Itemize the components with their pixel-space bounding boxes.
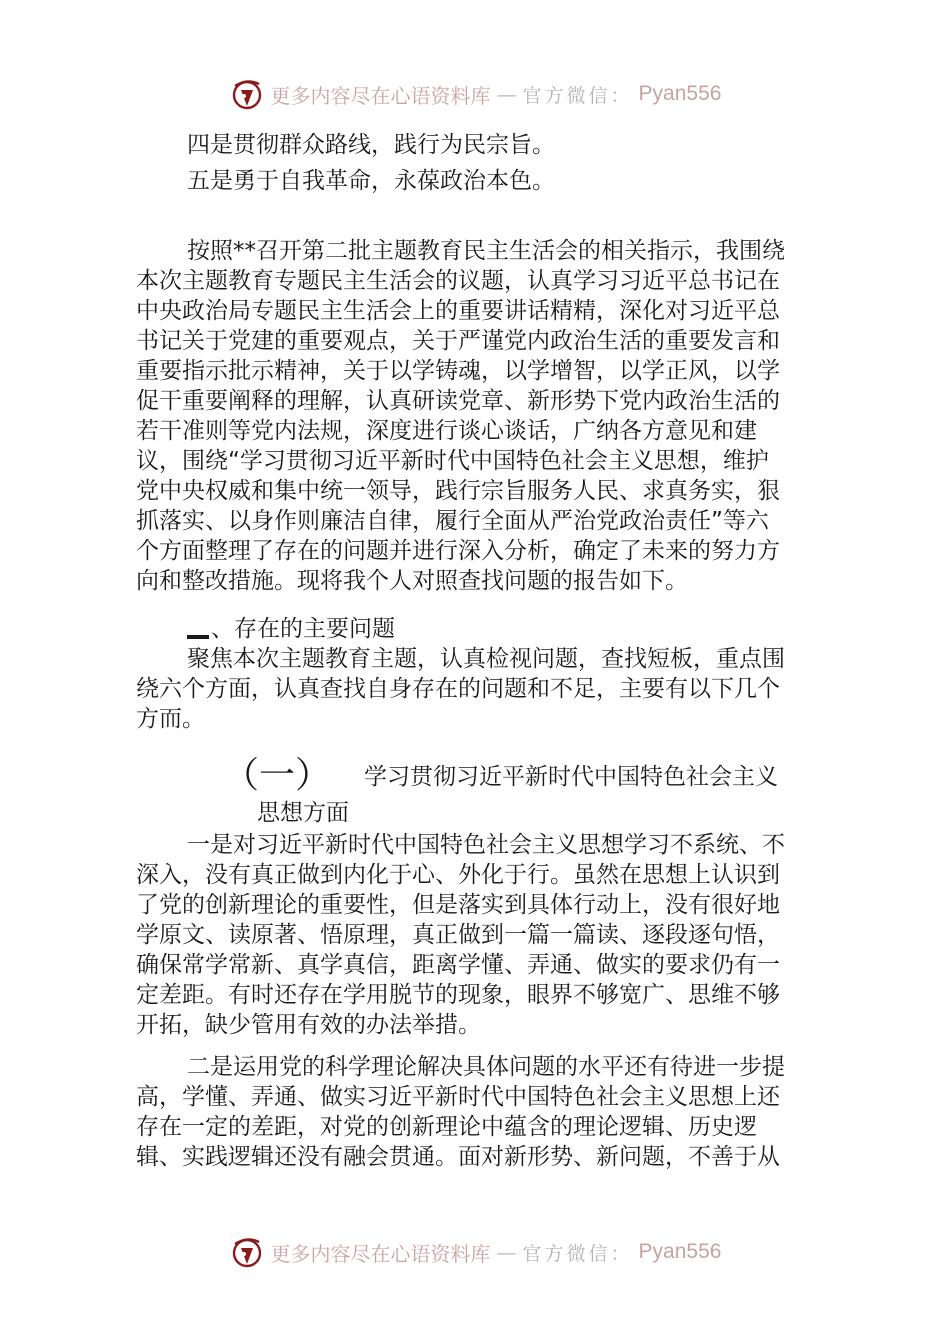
footer-promo-text: 更多内容尽在心语资料库 <box>270 1241 491 1266</box>
intro-item-4: 四是贯彻群众路线，践行为民宗旨。 <box>187 132 555 158</box>
paragraph-line: 促干重要阐释的理解，认真研读党章、新形势下党内政治生活的 <box>136 388 780 414</box>
footer-wechat-id: Pyan556 <box>638 1240 722 1263</box>
footer-banner <box>0 1228 950 1276</box>
paragraph-line: 开拓，缺少管用有效的办法举措。 <box>136 1012 481 1038</box>
paragraph-line: 存在一定的差距，对党的创新理论中蕴含的理论逻辑、历史逻 <box>136 1114 757 1140</box>
subsection-heading <box>136 755 826 830</box>
section-number <box>187 621 209 639</box>
paragraph-line: 深入，没有真正做到内化于心、外化于行。虽然在思想上认识到 <box>136 862 780 888</box>
header-wechat-label: 官方微信： <box>522 84 633 107</box>
header-banner <box>0 70 950 118</box>
subsection-number: （一） <box>223 755 332 796</box>
header-promo-text: 更多内容尽在心语资料库 <box>270 83 491 108</box>
paragraph-line: 本次主题教育专题民主生活会的议题，认真学习习近平总书记在 <box>136 268 780 294</box>
paragraph-line: 确保常学常新、真学真信，距离学懂、弄通、做实的要求仍有一 <box>136 952 780 978</box>
footer-wechat-label: 官方微信： <box>522 1242 633 1265</box>
paragraph-line: 学原文、读原著、悟原理，真正做到一篇一篇读、逐段逐句悟， <box>136 922 780 948</box>
paragraph-line: 向和整改措施。现将我个人对照查找问题的报告如下。 <box>136 568 688 594</box>
paragraph-line: 绕六个方面，认真查找自身存在的问题和不足，主要有以下几个 <box>136 676 780 702</box>
paragraph-line: 了党的创新理论的重要性，但是落实到具体行动上，没有很好地 <box>136 892 780 918</box>
paragraph-line: 若干准则等党内法规，深度进行谈心谈话，广纳各方意见和建 <box>136 418 757 444</box>
paragraph-line: 高，学懂、弄通、做实习近平新时代中国特色社会主义思想上还 <box>136 1084 780 1110</box>
header-dash: — <box>496 82 517 106</box>
section-intro <box>136 644 826 734</box>
footer-dash: — <box>496 1240 517 1264</box>
point-one <box>136 830 826 1040</box>
subsection-title-line1: 学习贯彻习近平新时代中国特色社会主义 <box>364 764 778 790</box>
paragraph-line: 重要指示批示精神，关于以学铸魂，以学增智，以学正风，以学 <box>136 358 780 384</box>
header-wechat-id: Pyan556 <box>638 82 722 105</box>
opening-paragraph <box>136 236 826 596</box>
subsection-title-line2: 思想方面 <box>257 800 349 826</box>
paragraph-line: 党中央权威和集中统一领导，践行宗旨服务人民、求真务实，狠 <box>136 478 780 504</box>
paragraph-line: 辑、实践逻辑还没有融会贯通。面对新形势、新问题，不善于从 <box>136 1144 780 1170</box>
paragraph-line: 议，围绕“学习贯彻习近平新时代中国特色社会主义思想，维护 <box>136 448 769 474</box>
paragraph-line: 按照**召开第二批主题教育民主生活会的相关指示，我围绕 <box>187 238 785 264</box>
paragraph-line: 定差距。有时还存在学用脱节的现象，眼界不够宽广、思维不够 <box>136 982 780 1008</box>
paragraph-line: 书记关于党建的重要观点，关于严谨党内政治生活的重要发言和 <box>136 328 780 354</box>
paragraph-line: 一是对习近平新时代中国特色社会主义思想学习不系统、不 <box>187 832 785 858</box>
paragraph-line: 方而。 <box>136 706 205 732</box>
paragraph-line: 抓落实、以身作则廉洁自律，履行全面从严治党政治责任”等六 <box>136 508 769 534</box>
paragraph-line: 二是运用党的科学理论解决具体问题的水平还有待进一步提 <box>187 1054 785 1080</box>
logo-icon <box>229 1234 265 1270</box>
section-heading-problems <box>136 614 826 644</box>
logo-icon <box>229 76 265 112</box>
point-two <box>136 1052 826 1172</box>
paragraph-line: 中央政治局专题民主生活会上的重要讲话精精，深化对习近平总 <box>136 298 780 324</box>
paragraph-line: 聚焦本次主题教育主题，认真检视问题，查找短板，重点围 <box>187 646 785 672</box>
paragraph-line: 个方面整理了存在的问题并进行深入分析，确定了未来的努力方 <box>136 538 780 564</box>
intro-item-5: 五是勇于自我革命，永葆政治本色。 <box>187 168 555 194</box>
document-body <box>136 130 826 1172</box>
section-title: 、存在的主要问题 <box>211 616 395 642</box>
